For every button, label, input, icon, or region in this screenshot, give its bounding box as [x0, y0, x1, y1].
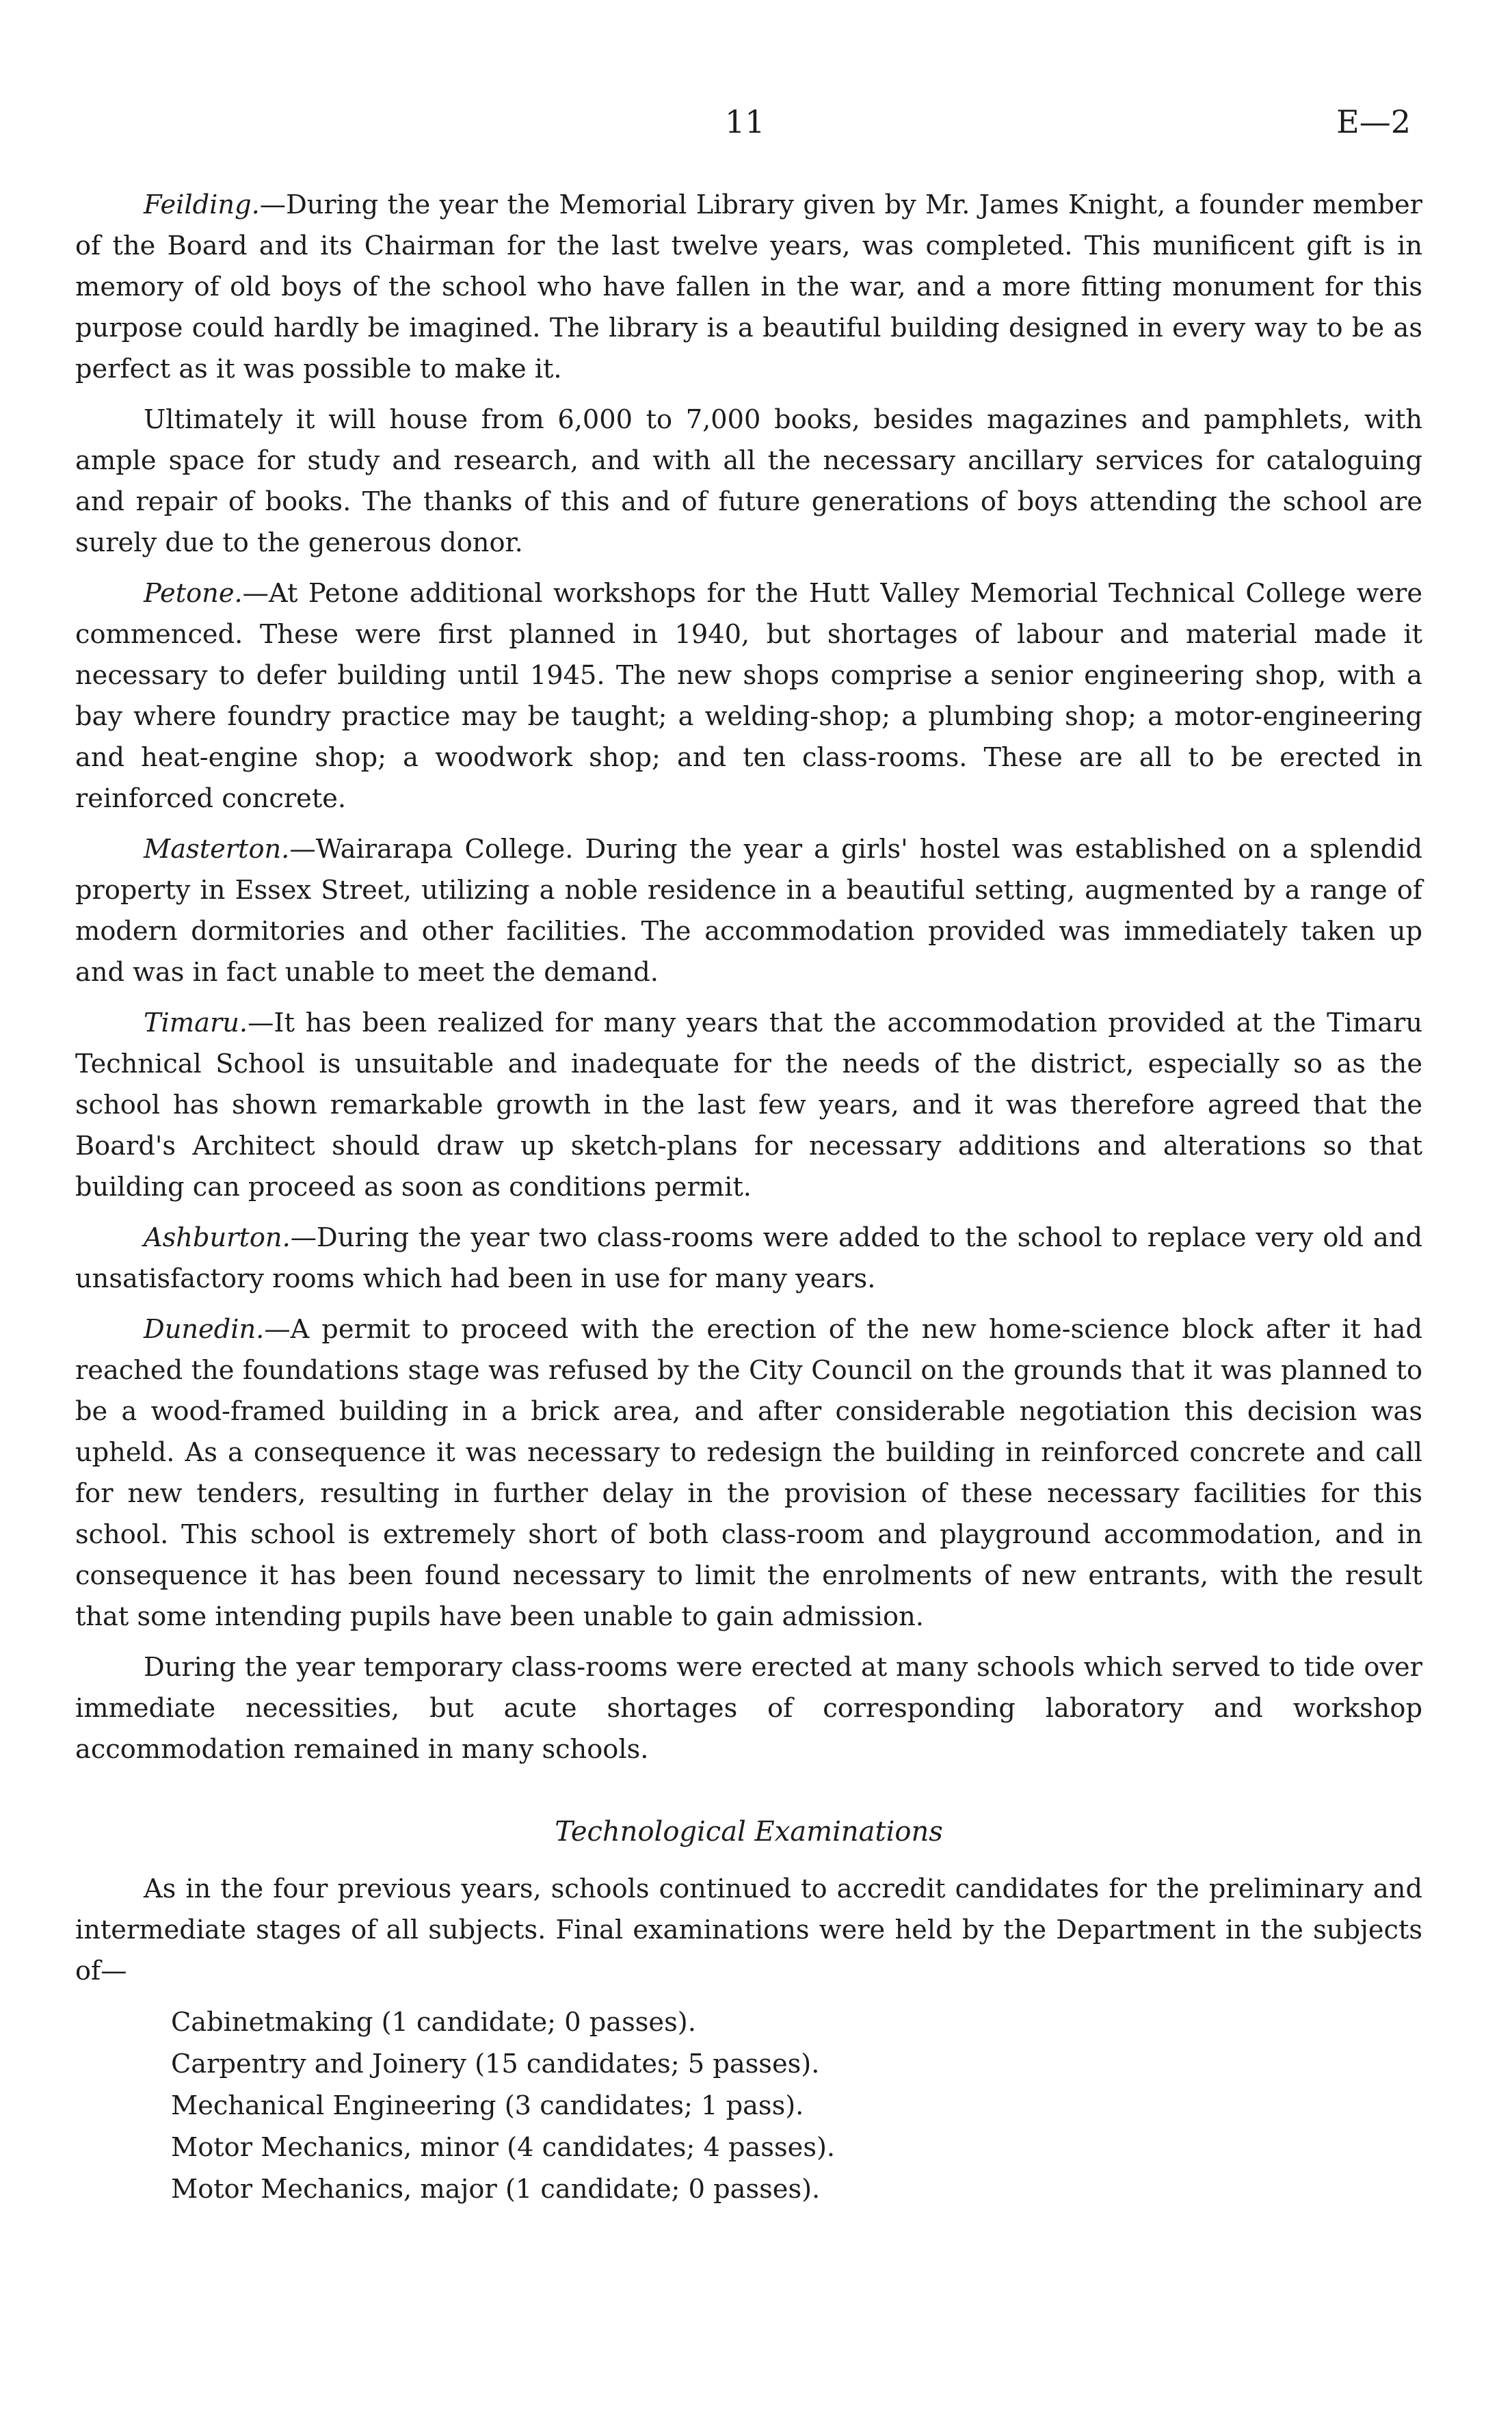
paragraph-lead: Masterton. [144, 834, 290, 865]
paragraph-ashburton [75, 1218, 1422, 1300]
subject-list [75, 2001, 1422, 2210]
paragraph-lead: Ashburton. [144, 1222, 291, 1253]
paragraph-text: —At Petone additional workshops for the Hutt Valley Memorial Technical College were commenced. These were first planned in 1940, but shortages of labour and material made it necessary to defer building until 1945. The new shops comprise a senior engineering shop, with a bay where foundry practice may be taught; a welding-shop; a plumbing shop; a motor-engineering and heat-engine shop; a woodwork shop; and ten class-rooms. These are all to be erected in reinforced concrete. [75, 578, 1422, 814]
section-intro: As in the four previous years, schools continued to accredit candidates for the preliminary and intermediate stages of all subjects. Final examinations were held by the Department in the subjects of— [75, 1874, 1422, 1986]
paragraph-petone [75, 573, 1422, 819]
page-number: 11 [725, 103, 765, 140]
paragraph-timaru [75, 1003, 1422, 1208]
paragraph-text: Ultimately it will house from 6,000 to 7,000 books, besides magazines and pamphlets, with ample space for study and research, and with all the necessary ancillary services for cataloguing and repair of books. The thanks of this and of future generations of boys attending the school are surely due to the generous donor. [75, 404, 1422, 558]
paragraph-text: —During the year the Memorial Library given by Mr. James Knight, a founder member of the Board and its Chairman for the last twelve years, was completed. This munificent gift is in memory of old boys of the school who have fallen in the war, and a more fitting monument for this purpose could hardly be imagined. The library is a beautiful building designed in every way to be as perfect as it was possible to make it. [75, 189, 1422, 384]
page-header [0, 101, 1512, 142]
paragraph-temporary-classrooms [75, 1647, 1422, 1770]
paragraph-text: —During the year two class-rooms were added to the school to replace very old and unsatisfactory rooms which had been in use for many years. [75, 1222, 1422, 1294]
subject-item: Cabinetmaking (1 candidate; 0 passes). [171, 2007, 696, 2038]
paragraph-dunedin [75, 1309, 1422, 1638]
subject-item: Carpentry and Joinery (15 candidates; 5 passes). [171, 2049, 820, 2079]
paragraph-text: —A permit to proceed with the erection of the new home-science block after it had reached the foundations stage was refused by the City Council on the grounds that it was planned to be a wood-framed building in a brick area, and after considerable negotiation this decision was upheld. As a consequence it was necessary to redesign the building in reinforced concrete and call for new tenders, resulting in further delay in the provision of these necessary facilities for this school. This school is extremely short of both class-room and playground accommodation, and in consequence it has been found necessary to limit the enrolments of new entrants, with the result that some intending pupils have been unable to gain admission. [75, 1314, 1422, 1632]
paragraph-feilding [75, 185, 1422, 390]
paragraph-text: —Wairarapa College. During the year a girls' hostel was established on a splendid property in Essex Street, utilizing a noble residence in a beautiful setting, augmented by a range of modern dormitories and other facilities. The accommodation provided was immediately taken up and was in fact unable to meet the demand. [75, 834, 1422, 988]
paragraph-feilding-library [75, 399, 1422, 564]
paragraph-masterton [75, 829, 1422, 993]
subject-item: Motor Mechanics, minor (4 candidates; 4 passes). [171, 2132, 836, 2163]
paragraph-text: During the year temporary class-rooms were erected at many schools which served to tide over immediate necessities, but acute shortages of corresponding laboratory and workshop accommodation remained in many schools. [75, 1652, 1422, 1765]
section-heading: Technological Examinations [555, 1816, 943, 1848]
subject-item: Motor Mechanics, major (1 candidate; 0 passes). [171, 2174, 821, 2205]
paragraph-lead: Dunedin. [144, 1314, 265, 1345]
paragraph-text: —It has been realized for many years that the accommodation provided at the Timaru Technical School is unsuitable and inadequate for the needs of the district, especially so as the school has shown remarkable growth in the last few years, and it was therefore agreed that the Board's Architect should draw up sketch-plans for necessary additions and alterations so that building can proceed as soon as conditions permit. [75, 1008, 1422, 1203]
paragraph-lead: Petone. [144, 578, 243, 609]
paragraph-lead: Timaru. [144, 1008, 248, 1038]
paragraph-lead: Feilding. [144, 189, 260, 220]
document-code: E—2 [1336, 103, 1411, 140]
subject-item: Mechanical Engineering (3 candidates; 1 pass). [171, 2090, 804, 2121]
body-text [75, 185, 1422, 2210]
